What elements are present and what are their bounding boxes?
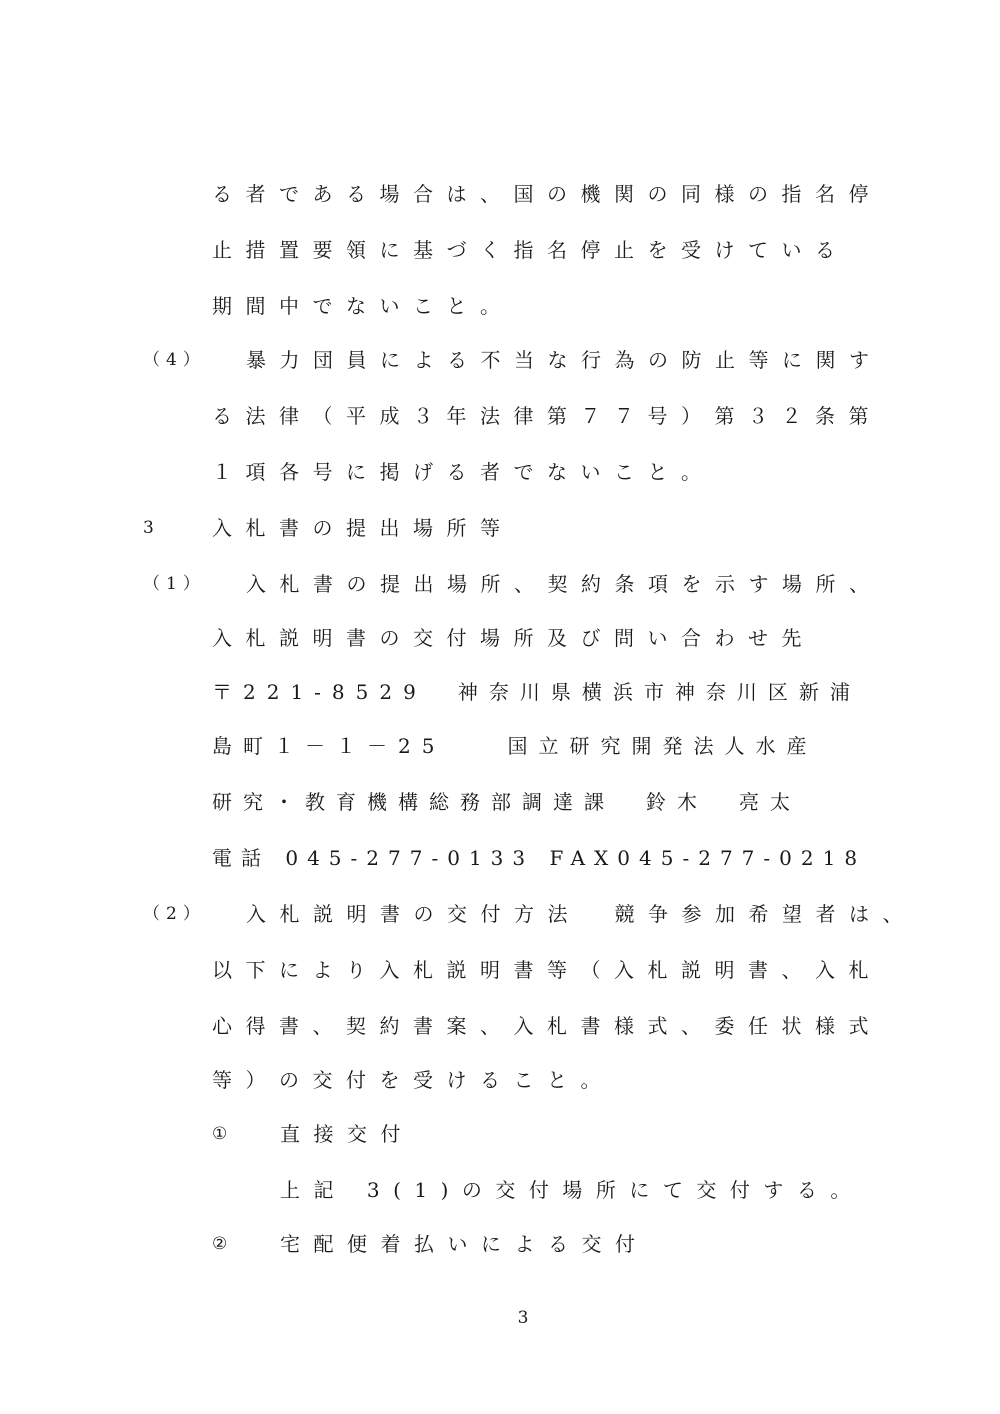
text-line: 等）の交付を受けること。 [212, 1068, 614, 1092]
item-marker-1: （1） [143, 574, 206, 594]
subitem-heading: 宅配便着払いによる交付 [280, 1232, 649, 1256]
contact-name-line: 研究・教育機構総務部調達課 鈴木 亮太 [212, 790, 801, 814]
text-line: 心得書、契約書案、入札書様式、委任状様式 [212, 1014, 882, 1038]
section-marker-3: 3 [143, 518, 160, 538]
text-line: 上記 3(1)の交付場所にて交付する。 [280, 1178, 864, 1202]
text-line: 入札書の提出場所、契約条項を示す場所、 [246, 572, 883, 596]
subitem-heading: 直接交付 [280, 1122, 414, 1146]
section-heading: 入札書の提出場所等 [212, 516, 514, 540]
circled-number-2: ② [212, 1234, 234, 1254]
text-line: 暴力団員による不当な行為の防止等に関す [246, 348, 883, 372]
text-line: 入札説明書の交付方法 競争参加希望者は、 [246, 902, 916, 926]
circled-number-1: ① [212, 1124, 234, 1144]
address-line: 島町１－１－25 国立研究開発法人水産 [212, 734, 818, 758]
item-marker-4: （4） [143, 350, 206, 370]
text-line: る者である場合は、国の機関の同様の指名停 [212, 182, 882, 206]
page-number: 3 [517, 1308, 529, 1328]
phone-fax-line: 電話 045-277-0133 FAX045-277-0218 [212, 846, 867, 870]
address-line: 〒221-8529 神奈川県横浜市神奈川区新浦 [212, 680, 861, 704]
text-line: 入札説明書の交付場所及び問い合わせ先 [212, 626, 815, 650]
text-line: 止措置要領に基づく指名停止を受けている [212, 238, 849, 262]
text-line: る法律（平成３年法律第７７号）第３２条第 [212, 404, 882, 428]
item-marker-2: （2） [143, 904, 206, 924]
text-line: １項各号に掲げる者でないこと。 [212, 460, 715, 484]
text-line: 以下により入札説明書等（入札説明書、入札 [212, 958, 882, 982]
text-line: 期間中でないこと。 [212, 294, 514, 318]
